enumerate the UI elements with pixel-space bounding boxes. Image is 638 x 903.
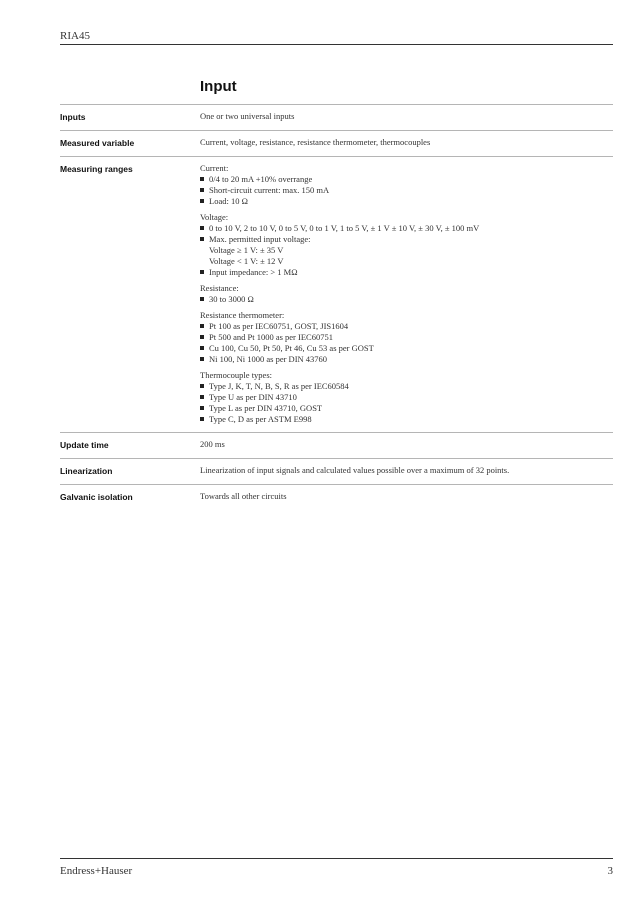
spec-row-inputs [60,104,613,130]
list-item: Load: 10 Ω [200,196,613,207]
page-number: 3 [607,865,613,877]
bullet-icon [200,395,204,399]
bullet-icon [200,335,204,339]
spec-label: Measuring ranges [60,164,133,174]
spec-value: Towards all other circuits [200,491,287,501]
list-item: Type U as per DIN 43710 [200,392,613,403]
bullet-icon [200,297,204,301]
spec-row-measuring-ranges [60,156,613,432]
bullet-icon [200,417,204,421]
group-heading: Voltage: [200,212,229,222]
bullet-icon [200,357,204,361]
spec-value: Linearization of input signals and calculated values possible over a maximum of 32 points. [200,465,510,475]
group-heading: Resistance thermometer: [200,310,285,320]
bullet-icon [200,406,204,410]
spec-label: Linearization [60,466,113,476]
spec-row-linearization [60,458,613,484]
group-heading: Current: [200,163,229,173]
sub-line: Voltage ≥ 1 V: ± 35 V [209,245,284,255]
list-item: 30 to 3000 Ω [200,294,613,305]
list-item: Pt 500 and Pt 1000 as per IEC60751 [200,332,613,343]
list-item: Max. permitted input voltage: [200,234,613,245]
voltage-group [200,212,613,278]
current-group [200,163,613,207]
document-id: RIA45 [60,30,90,42]
bullet-icon [200,324,204,328]
footer-rule [60,858,613,859]
spec-row-measured-variable [60,130,613,156]
spec-label: Galvanic isolation [60,492,133,502]
sub-line: Voltage < 1 V: ± 12 V [209,256,284,266]
bullet-icon [200,177,204,181]
list-item: Type L as per DIN 43710, GOST [200,403,613,414]
bullet-icon [200,270,204,274]
bullet-icon [200,237,204,241]
spec-label: Update time [60,440,109,450]
spec-label: Measured variable [60,138,135,148]
bullet-icon [200,384,204,388]
rtd-group [200,310,613,365]
group-heading: Thermocouple types: [200,370,272,380]
header-rule [60,44,613,45]
list-item: Ni 100, Ni 1000 as per DIN 43760 [200,354,613,365]
list-item: Input impedance: > 1 MΩ [200,267,613,278]
spec-row-update-time [60,432,613,458]
list-item: 0/4 to 20 mA +10% overrange [200,174,613,185]
resistance-group [200,283,613,305]
bullet-icon [200,199,204,203]
list-item: Pt 100 as per IEC60751, GOST, JIS1604 [200,321,613,332]
list-item: Short-circuit current: max. 150 mA [200,185,613,196]
group-heading: Resistance: [200,283,239,293]
list-item: Type C, D as per ASTM E998 [200,414,613,425]
spec-value: 200 ms [200,439,225,449]
list-item: Type J, K, T, N, B, S, R as per IEC60584 [200,381,613,392]
spec-table [60,104,613,510]
bullet-icon [200,346,204,350]
spec-value: One or two universal inputs [200,111,295,121]
spec-row-galvanic-isolation [60,484,613,510]
list-item: Cu 100, Cu 50, Pt 50, Pt 46, Cu 53 as per GOST [200,343,613,354]
footer-company: Endress+Hauser [60,865,133,877]
bullet-icon [200,226,204,230]
spec-value: Current, voltage, resistance, resistance thermometer, thermocouples [200,137,431,147]
thermocouple-group [200,370,613,425]
bullet-icon [200,188,204,192]
list-item: 0 to 10 V, 2 to 10 V, 0 to 5 V, 0 to 1 V, 1 to 5 V, ± 1 V ± 10 V, ± 30 V, ± 100 mV [200,223,613,234]
spec-label: Inputs [60,112,86,122]
section-title: Input [200,78,237,95]
spec-value [200,163,613,425]
